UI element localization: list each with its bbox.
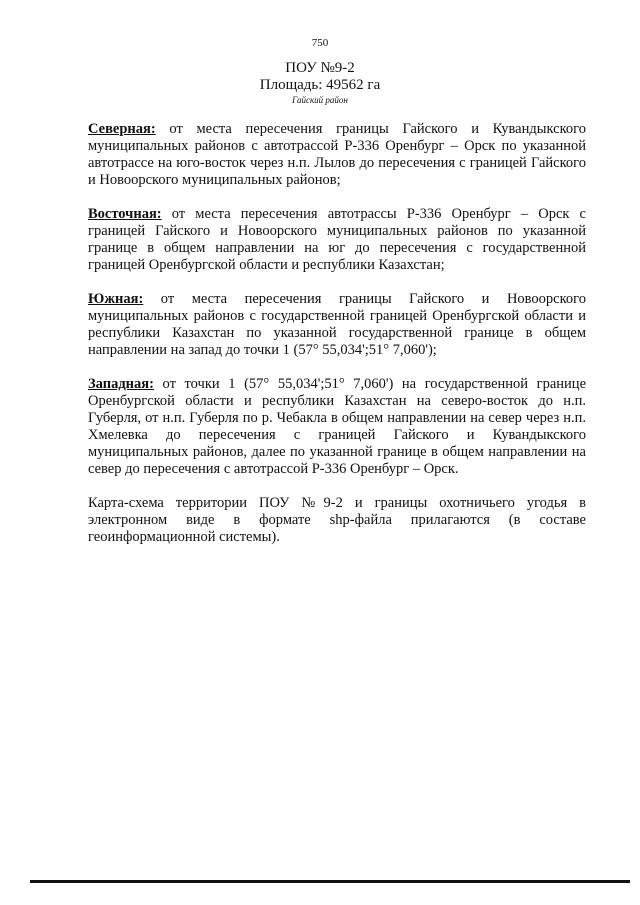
- document-body: [88, 121, 586, 563]
- document-header: [0, 60, 640, 106]
- boundary-north-label: Северная:: [88, 121, 156, 137]
- boundary-east-label: Восточная:: [88, 206, 162, 222]
- boundary-north-text: от места пересечения границы Гайского и Кувандыкского муниципальных районов с автотрассой Р-336 Оренбург – Орск по указанной автотрассе на юго-восток через н.п. Лылов до пересечения с границей Гайского и Новоорского муниципальных районов;: [88, 121, 586, 188]
- document-title: ПОУ №9-2: [285, 60, 355, 76]
- boundary-west-text: от точки 1 (57° 55,034';51° 7,060') на государственной границе Оренбургской области и республики Казахстан на северо-восток до н.п. Губерля, от н.п. Губерля по р. Чебакла в общем направлении на север через н.п. Хмелевка до пересечения с границей Гайского и Кувандыкского муниципальных районов, далее по указанной границе в общем направлении на север до пересечения с автотрассой Р-336 Оренбург – Орск.: [88, 376, 586, 477]
- boundary-north-paragraph: [88, 121, 586, 189]
- area-line: Площадь: 49562 га: [259, 77, 381, 93]
- boundary-west-paragraph: [88, 376, 586, 478]
- boundary-south-label: Южная:: [88, 291, 144, 307]
- boundary-west-label: Западная:: [88, 376, 154, 392]
- page-number: 750: [311, 37, 329, 49]
- boundary-east-paragraph: [88, 206, 586, 274]
- boundary-south-text: от места пересечения границы Гайского и Новоорского муниципальных районов с государственной границей Оренбургской области и республики Казахстан по указанной государственной границе в общем направлении на запад до точки 1 (57° 55,034';51° 7,060');: [88, 291, 586, 358]
- district-name: Гайский район: [292, 95, 348, 105]
- boundary-east-text: от места пересечения автотрассы Р-336 Оренбург – Орск с границей Гайского и Новоорского муниципальных районов по указанной границе в общем направлении на юг до пересечения с государственной границей Оренбургской области и республики Казахстан;: [88, 206, 586, 273]
- boundary-south-paragraph: [88, 291, 586, 359]
- bottom-rule: [30, 880, 630, 883]
- closing-paragraph: Карта-схема территории ПОУ №9-2 и границы охотничьего угодья в электронном виде в формате shp-файла прилагаются (в составе геоинформационной системы).: [88, 495, 586, 545]
